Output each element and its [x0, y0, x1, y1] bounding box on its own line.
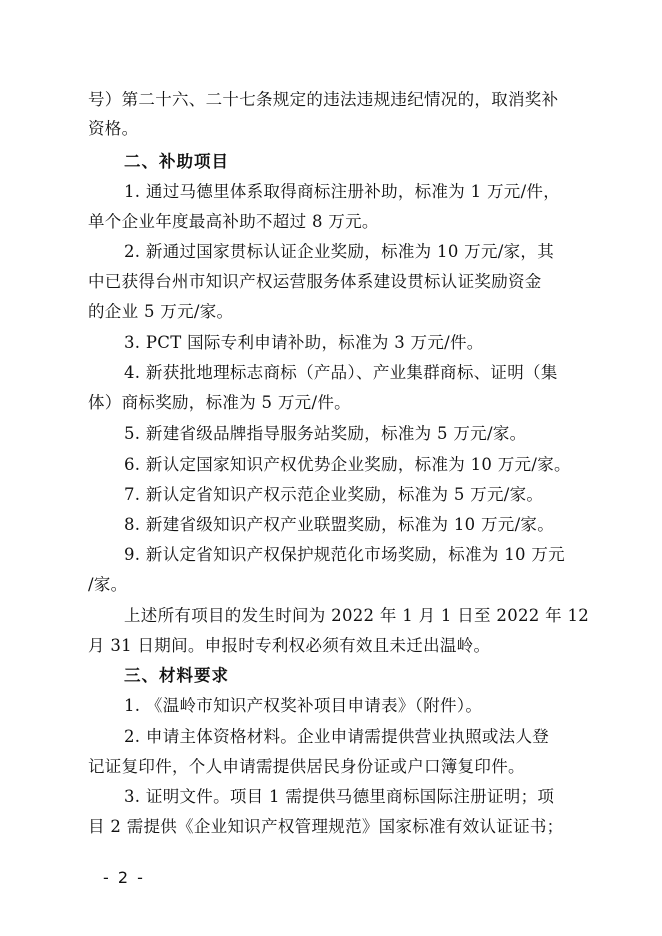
paragraph-line: 2. 新通过国家贯标认证企业奖励，标准为 10 万元/家，其 — [124, 242, 555, 261]
paragraph-line: 上述所有项目的发生时间为 2022 年 1 月 1 日至 2022 年 12 — [124, 606, 590, 625]
paragraph-line: 3. 证明文件。项目 1 需提供马德里商标国际注册证明；项 — [124, 787, 555, 806]
paragraph-line: 目 2 需提供《企业知识产权管理规范》国家标准有效认证证书； — [88, 817, 564, 836]
paragraph-line: 1. 《温岭市知识产权奖补项目申请表》（附件）。 — [124, 696, 483, 715]
section-heading-subsidy-items: 二、补助项目 — [124, 152, 229, 171]
section-heading-material-requirements: 三、材料要求 — [124, 666, 229, 685]
paragraph-line: 9. 新认定省知识产权保护规范化市场奖励，标准为 10 万元 — [124, 545, 565, 564]
paragraph-line: 5. 新建省级品牌指导服务站奖励，标准为 5 万元/家。 — [124, 424, 527, 443]
paragraph-line: 号）第二十六、二十七条规定的违法违规违纪情况的，取消奖补 — [88, 90, 559, 109]
paragraph-line: 中已获得台州市知识产权运营服务体系建设贯标认证奖励资金 — [88, 272, 542, 291]
paragraph-line: 的企业 5 万元/家。 — [88, 302, 234, 321]
paragraph-line: 单个企业年度最高补助不超过 8 万元。 — [88, 212, 379, 231]
paragraph-line: 2. 申请主体资格材料。企业申请需提供营业执照或法人登 — [124, 727, 550, 746]
paragraph-line: 8. 新建省级知识产权产业联盟奖励，标准为 10 万元/家。 — [124, 515, 555, 534]
paragraph-line: 1. 通过马德里体系取得商标注册补助，标准为 1 万元/件， — [124, 182, 561, 201]
paragraph-line: 6. 新认定国家知识产权优势企业奖励，标准为 10 万元/家。 — [124, 455, 571, 474]
page-number: - 2 - — [103, 868, 145, 887]
paragraph-line: 3. PCT 国际专利申请补助，标准为 3 万元/件。 — [124, 333, 484, 352]
paragraph-line: 体）商标奖励，标准为 5 万元/件。 — [88, 393, 351, 412]
paragraph-line: 月 31 日期间。申报时专利权必须有效且未迁出温岭。 — [88, 636, 491, 655]
paragraph-line: /家。 — [88, 575, 128, 594]
paragraph-line: 记证复印件，个人申请需提供居民身份证或户口簿复印件。 — [88, 757, 525, 776]
paragraph-line: 4. 新获批地理标志商标（产品）、产业集群商标、证明（集 — [124, 363, 558, 382]
paragraph-line: 7. 新认定省知识产权示范企业奖励，标准为 5 万元/家。 — [124, 485, 544, 504]
paragraph-line: 资格。 — [88, 119, 139, 138]
